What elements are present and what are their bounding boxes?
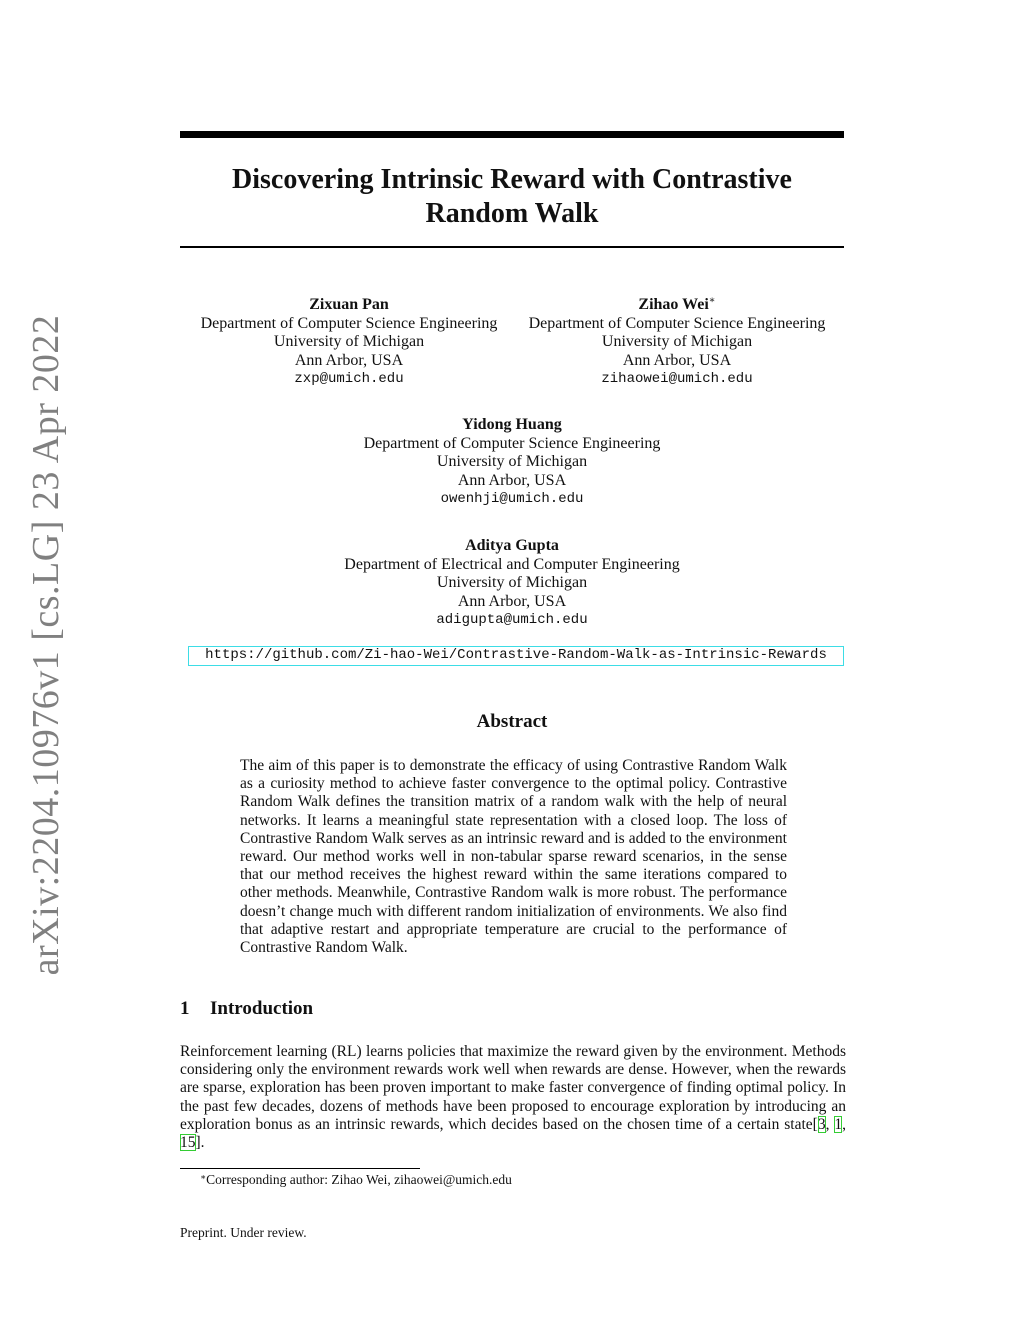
author-email[interactable]: owenhji@umich.edu (440, 491, 584, 507)
section-title: Introduction (210, 998, 314, 1019)
title-line-1: Discovering Intrinsic Reward with Contrastive (232, 164, 792, 195)
author-block-aditya-gupta (262, 537, 762, 630)
author-department: Department of Electrical and Computer Engineering (344, 555, 680, 573)
author-university: University of Michigan (436, 574, 588, 591)
author-location: Ann Arbor, USA (622, 351, 732, 369)
author-department: Department of Computer Science Engineering (528, 314, 826, 332)
citation-close: ]. (195, 1134, 205, 1152)
author-location: Ann Arbor, USA (294, 351, 404, 369)
author-department: Department of Computer Science Engineering (363, 434, 661, 452)
title-top-rule (180, 131, 844, 138)
preprint-notice: Preprint. Under review. (180, 1225, 307, 1240)
section-number: 1 (180, 998, 190, 1019)
paper-title (180, 163, 844, 231)
corresponding-author-mark[interactable]: ∗ (708, 295, 716, 306)
abstract-text: The aim of this paper is to demonstrate the efficacy of using Contrastive Random Walk as a curiosity method to achieve faster convergence to the optimal policy. Contrastive Random Walk defines the transition matrix of a random walk with the help of neural networks. It learns a meaningful state representation with a closed loop. The loss of Contrastive Random Walk serves as an intrinsic reward and is added to the environment reward. Our method works well in non-tabular sparse reward scenarios, in the sense that our method receives the highest reward within the same iterations compared to other methods. Meanwhile, Contrastive Random walk is more robust. The performance doesn’t change much with different random initialization of environments. We also find that adaptive restart and appropriate temperature are crucial to the performance of Contrastive Random Walk. (240, 757, 787, 957)
arxiv-identifier: arXiv:2204.10976v1 [cs.LG] 23 Apr 2022 (25, 314, 67, 976)
author-name: Yidong Huang (462, 416, 562, 433)
citation-separator: , (825, 1115, 835, 1133)
footnote-mark: ∗ (200, 1172, 207, 1182)
github-repo-link[interactable]: https://github.com/Zi-hao-Wei/Contrastive-Random-Walk-as-Intrinsic-Rewards (188, 646, 844, 666)
footnote-text: Corresponding author: Zihao Wei, zihaowei@umich.edu (206, 1172, 512, 1187)
author-university: University of Michigan (273, 333, 425, 350)
author-email[interactable]: zxp@umich.edu (294, 371, 404, 387)
introduction-text: Reinforcement learning (RL) learns policies that maximize the reward given by the environment. Methods considering only the environment rewards work well when rewards are dense. However, when the rewards are sparse, exploration has been proven important to make faster convergence of finding optimal policy. In the past few decades, dozens of methods have been proposed to encourage exploration by introducing an exploration bonus as an intrinsic rewards, which decides based on the chosen time of a certain state (180, 1043, 846, 1133)
author-university: University of Michigan (601, 333, 753, 350)
author-block-yidong-huang (262, 416, 762, 509)
title-bottom-rule (180, 246, 844, 248)
author-email[interactable]: zihaowei@umich.edu (601, 371, 753, 387)
introduction-paragraph (180, 1043, 846, 1152)
abstract-heading: Abstract (476, 711, 548, 732)
author-location: Ann Arbor, USA (457, 592, 567, 610)
citation-link[interactable]: 3 (817, 1115, 826, 1133)
citation-open: [ (812, 1115, 818, 1133)
citation-link[interactable]: 1 (834, 1115, 843, 1133)
author-university: University of Michigan (436, 453, 588, 470)
author-name: Zixuan Pan (309, 296, 389, 313)
author-location: Ann Arbor, USA (457, 471, 567, 489)
title-line-2: Random Walk (425, 198, 599, 229)
author-department: Department of Computer Science Engineering (200, 314, 498, 332)
author-name: Zihao Wei∗ (638, 295, 716, 313)
section-heading-introduction (180, 998, 313, 1020)
author-block-zihao-wei (510, 296, 844, 389)
footnote (200, 1172, 512, 1188)
author-email[interactable]: adigupta@umich.edu (436, 612, 588, 628)
citation-separator: , (842, 1115, 846, 1133)
author-name: Aditya Gupta (465, 537, 559, 554)
footnote-rule (180, 1168, 420, 1169)
citation-link[interactable]: 15 (180, 1134, 196, 1152)
author-block-zixuan-pan (182, 296, 516, 389)
